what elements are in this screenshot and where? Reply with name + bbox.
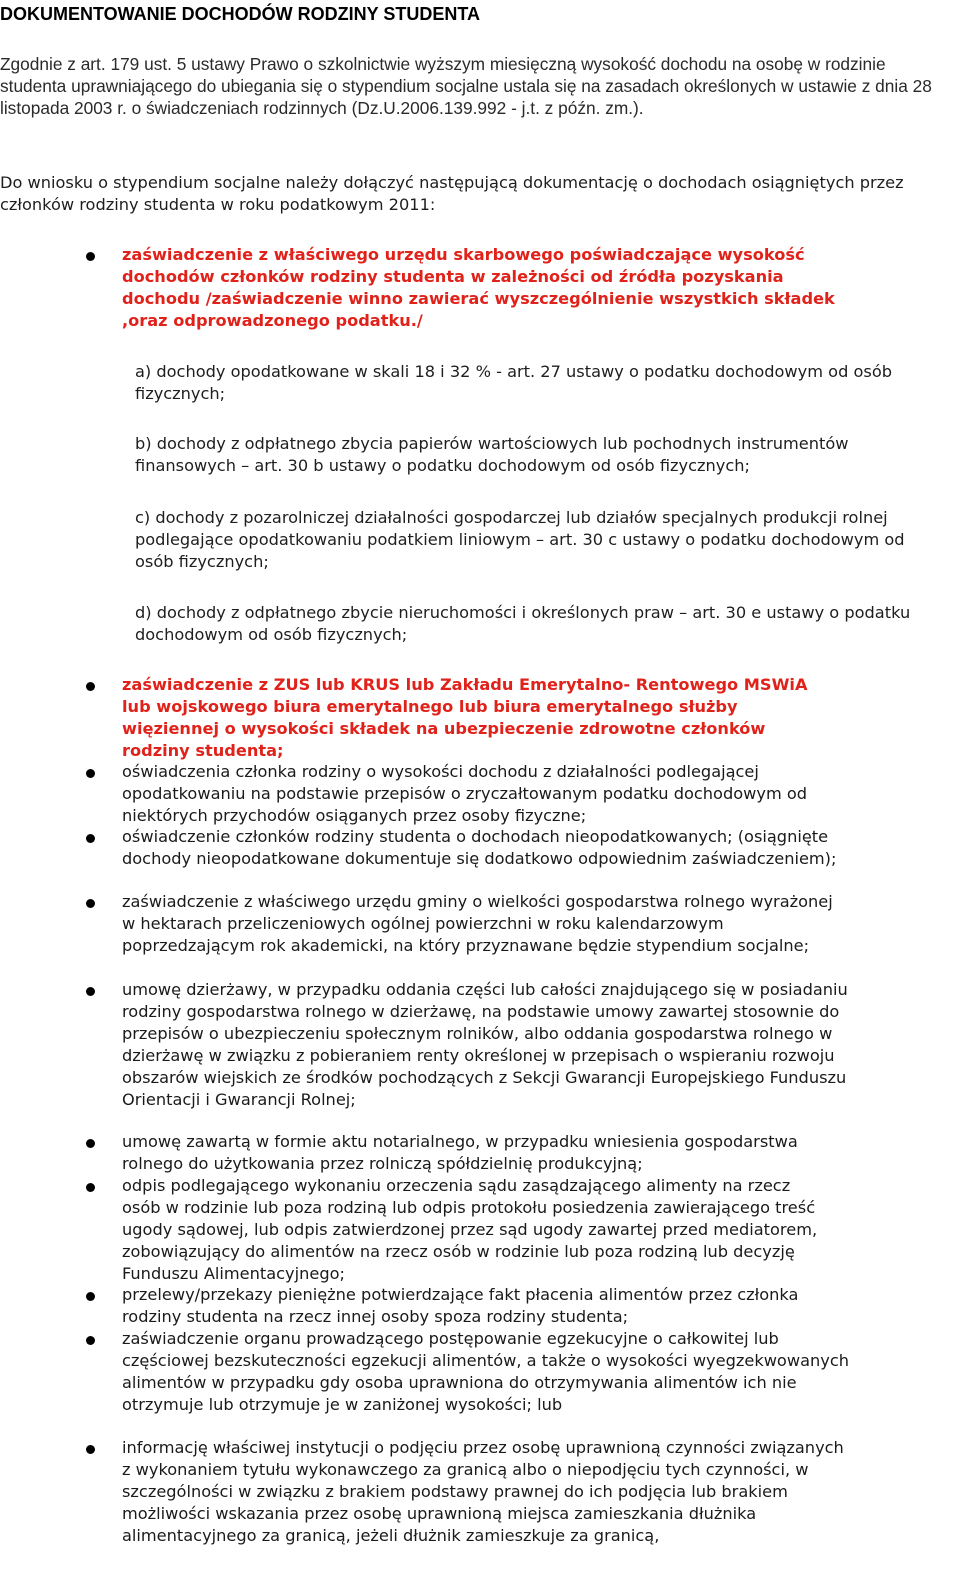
bullet-icon xyxy=(86,1336,95,1345)
subitem-d: d) dochody z odpłatnego zbycie nieruchomości i określonych praw – art. 30 e ustawy o podatku dochodowym od osób fizycznych; xyxy=(135,603,911,644)
bullet-icon xyxy=(86,769,95,778)
list-item-text: zaświadczenie z właściwego urzędu gminy o wielkości gospodarstwa rolnego wyrażonej w hektarach przeliczeniowych ogólnej powierzchni w roku kalendarzowym poprzedzającym rok akademicki, na który przyznawane będzie stypendium socjalne; xyxy=(122,892,833,955)
bullet-icon xyxy=(86,834,95,843)
bullet-icon xyxy=(86,987,95,996)
bullet-icon xyxy=(86,1292,95,1301)
bullet-icon xyxy=(86,1183,95,1192)
subitem-b: b) dochody z odpłatnego zbycia papierów wartościowych lub pochodnych instrumentów finansowych – art. 30 b ustawy o podatku dochodowym od osób fizycznych; xyxy=(135,434,849,475)
list-item-text: oświadczenie członków rodziny studenta o dochodach nieopodatkowanych; (osiągnięte dochody nieopodatkowane dokumentuje się dodatkowo odpowiednim zaświadczeniem); xyxy=(122,827,837,868)
list-item-text: zaświadczenie organu prowadzącego postępowanie egzekucyjne o całkowitej lub częściowej bezskuteczności egzekucji alimentów, a także o wysokości wyegzekwowanych alimentów w przypadku gdy osoba uprawniona do otrzymywania alimentów ich nie otrzymuje lub otrzymuje je w zaniżonej wysokości; lub xyxy=(122,1329,849,1414)
subitem-c: c) dochody z pozarolniczej działalności gospodarczej lub działów specjalnych produkcji rolnej podlegające opodatkowaniu podatkiem liniowym – art. 30 c ustawy o podatku dochodowym od osób fizycznych; xyxy=(135,508,905,571)
attachments-paragraph: Do wniosku o stypendium socjalne należy dołączyć następującą dokumentację o dochodach osiągniętych przez członków rodziny studenta w roku podatkowym 2011: xyxy=(0,173,904,214)
zus-certificate-text: zaświadczenie z ZUS lub KRUS lub Zakładu Emerytalno- Rentowego MSWiA lub wojskowego biura emerytalnego lub biura emerytalnego służby więziennej o wysokości składek na ubezpieczenie zdrowotne członków rodziny studenta; xyxy=(122,675,808,760)
list-item-text: oświadczenia członka rodziny o wysokości dochodu z działalności podlegającej opodatkowaniu na podstawie przepisów o zryczałtowanym podatku dochodowym od niektórych przychodów osiąganych przez osoby fizyczne; xyxy=(122,762,808,825)
list-item-text: umowę dzierżawy, w przypadku oddania części lub całości znajdującego się w posiadaniu rodziny gospodarstwa rolnego w dzierżawę, na podstawie umowy zawartej stosownie do przepisów o ubezpieczeniu społecznym rolników, albo oddania gospodarstwa rolnego w dzierżawę w związku z pobieraniem renty określonej w przepisach o wspieraniu rozwoju obszarów wiejskich ze środków pochodzących z Sekcji Gwarancji Europejskiego Funduszu Orientacji i Gwarancji Rolnej; xyxy=(122,980,848,1109)
list-item-text: umowę zawartą w formie aktu notarialnego, w przypadku wniesienia gospodarstwa rolnego do użytkowania przez rolniczą spółdzielnię produkcyjną; xyxy=(122,1132,798,1173)
document-title: DOKUMENTOWANIE DOCHODÓW RODZINY STUDENTA xyxy=(0,4,480,24)
list-item-text: odpis podlegającego wykonaniu orzeczenia sądu zasądzającego alimenty na rzecz osób w rodzinie lub poza rodziną lub odpis protokołu posiedzenia zawierającego treść ugody sądowej, lub odpis zatwierdzonej przez sąd ugody zawartej przed mediatorem, zobowiązujący do alimentów na rzecz osób w rodzinie lub poza rodziną lub decyzję Funduszu Alimentacyjnego; xyxy=(122,1176,818,1283)
bullet-icon xyxy=(86,1445,95,1454)
bullet-icon xyxy=(86,1139,95,1148)
list-item-text: informację właściwej instytucji o podjęciu przez osobę uprawnioną czynności związanych z wykonaniem tytułu wykonawczego za granicą albo o niepodjęciu tych czynności, w szczególności w związku z brakiem podstawy prawnej do ich podjęcia lub brakiem możliwości wskazania przez osobę uprawnioną miejsca zamieszkania dłużnika alimentacyjnego za granicą, jeżeli dłużnik zamieszkuje za granicą, xyxy=(122,1438,844,1545)
intro-paragraph: Zgodnie z art. 179 ust. 5 ustawy Prawo o szkolnictwie wyższym miesięczną wysokość dochodu na osobę w rodzinie studenta uprawniającego do ubiegania się o stypendium socjalne ustala się na zasadach określonych w ustawie z dnia 28 listopada 2003 r. o świadczeniach rodzinnych (Dz.U.2006.139.992 - j.t. z późn. zm.). xyxy=(0,54,932,118)
bullet-icon xyxy=(86,252,95,261)
tax-office-certificate-text: zaświadczenie z właściwego urzędu skarbowego poświadczające wysokość dochodów członków rodziny studenta w zależności od źródła pozyskania dochodu /zaświadczenie winno zawierać wyszczególnienie wszystkich składek ,oraz odprowadzonego podatku./ xyxy=(122,245,835,330)
subitem-a: a) dochody opodatkowane w skali 18 i 32 % - art. 27 ustawy o podatku dochodowym od osób fizycznych; xyxy=(135,362,893,403)
bullet-icon xyxy=(86,682,95,691)
list-item-text: przelewy/przekazy pieniężne potwierdzające fakt płacenia alimentów przez członka rodziny studenta na rzecz innej osoby spoza rodziny studenta; xyxy=(122,1285,799,1326)
bullet-icon xyxy=(86,899,95,908)
